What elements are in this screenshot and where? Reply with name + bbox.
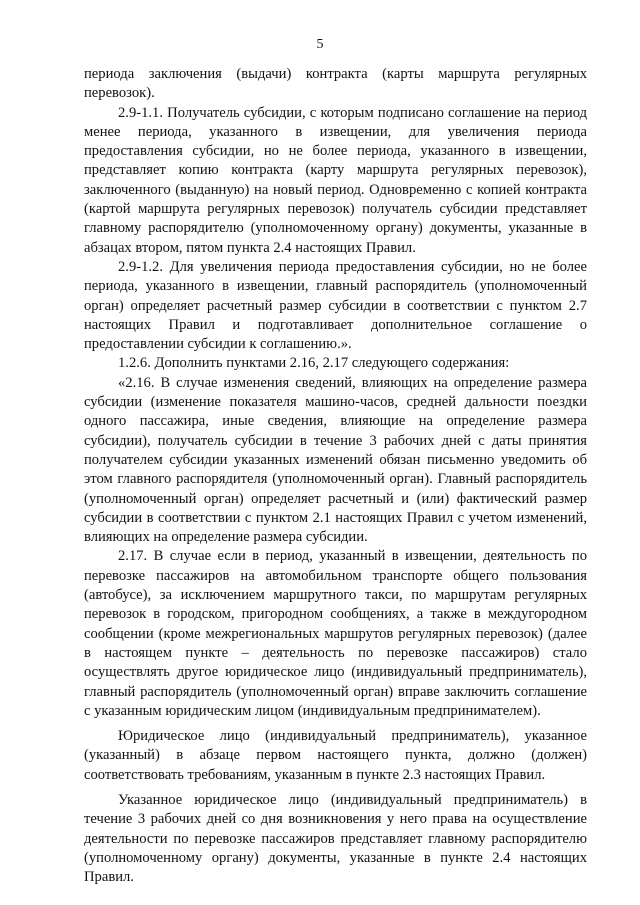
page-number: 5: [316, 37, 324, 52]
paragraph-2-17: 2.17. В случае если в период, указанный в извещении, деятельность по перевозке пассажиров на автомобильном транспорте общего пользования (автобусе), за исключением маршрутного такси, по маршрутам регулярных перевозок в городском, пригородном сообщениях, а также в междугородном сообщении (кроме межрегиональных маршрутов регулярных перевозок) (далее в настоящем пункте – деятельность по перевозке пассажиров) стало осуществлять другое юридическое лицо (индивидуальный предприниматель), главный распорядитель (уполномоченный орган) вправе заключить соглашение с указанным юридическим лицом (индивидуальным предпринимателем).: [84, 548, 587, 719]
paragraph-continuation: периода заключения (выдачи) контракта (карты маршрута регулярных перевозок).: [84, 66, 587, 102]
paragraph-2-17-second: Юридическое лицо (индивидуальный предприниматель), указанное (указанный) в абзаце первом настоящего пункта, должно (должен) соответствовать требованиям, указанным в пункте 2.3 настоящих Правил.: [84, 728, 587, 783]
paragraph-2-9-1-2: 2.9-1.2. Для увеличения периода предоставления субсидии, но не более периода, указанного в извещении, главный распорядитель (уполномоченный орган) определяет расчетный размер субсидии в соответствии с пунктом 2.7 настоящих Правил и подготавливает дополнительное соглашение о предоставлении субсидии к соглашению.».: [84, 258, 587, 353]
document-body: [84, 65, 587, 887]
paragraph-2-17-third: Указанное юридическое лицо (индивидуальный предприниматель) в течение 3 рабочих дней со дня возникновения у него права на осуществление деятельности по перевозке пассажиров представляет главному распорядителю (уполномоченному органу) документы, указанные в пункте 2.4 настоящих Правил.: [84, 791, 587, 886]
paragraph-1-2-6: 1.2.6. Дополнить пунктами 2.16, 2.17 следующего содержания:: [118, 355, 510, 372]
paragraph-2-16: «2.16. В случае изменения сведений, влияющих на определение размера субсидии (изменение показателя машино-часов, средней дальности поездки одного пассажира, иные сведения, влияющие на определение размера субсидии), получатель субсидии в течение 3 рабочих дней с даты принятия получателем субсидии указанных изменений обязан письменно уведомить об этом главного распорядителя (уполномоченный орган). Главный распорядитель (уполномоченный орган) определяет расчетный и (или) фактический размер субсидии в соответствии с пунктом 2.1 настоящих Правил с учетом изменений, влияющих на определение размера субсидии.: [84, 374, 587, 546]
paragraph-2-9-1-1: 2.9-1.1. Получатель субсидии, с которым подписано соглашение на период менее периода, указанного в извещении, для увеличения периода предоставления субсидии, но не более периода, указанного в извещении, представляет копию контракта (карту маршрута регулярных перевозок), заключенного (выданную) на новый период. Одновременно с копией контракта (картой маршрута регулярных перевозок) получатель субсидии представляет главному распорядителю (уполномоченному органу) документы, указанные в абзацах втором, пятом пункта 2.4 настоящих Правил.: [84, 104, 587, 256]
